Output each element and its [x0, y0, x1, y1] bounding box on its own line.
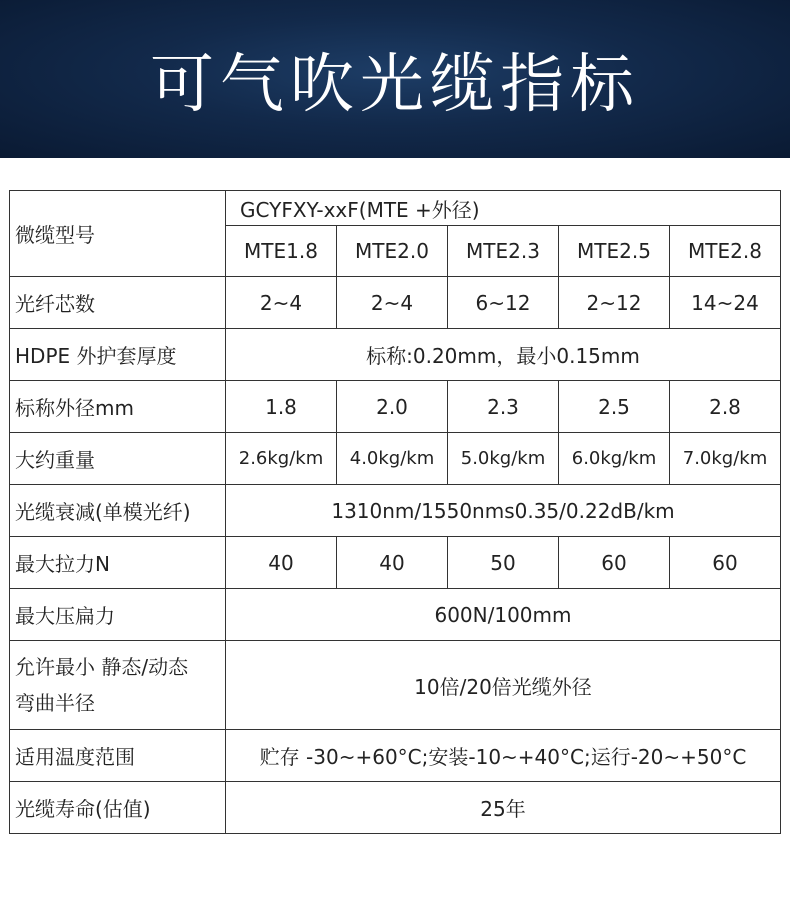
cell-value: 2.0	[337, 381, 448, 433]
cell-value: 标称:0.20mm，最小0.15mm	[226, 329, 781, 381]
cell-value: 14~24	[670, 277, 781, 329]
table-row-attenuation	[10, 485, 781, 537]
table-row-hdpe	[10, 329, 781, 381]
table-row-model-series	[10, 191, 781, 226]
cell-value: 6~12	[448, 277, 559, 329]
cell-label: 标称外径mm	[10, 381, 226, 433]
cell-value: 4.0kg/km	[337, 433, 448, 485]
bend-label-line2: 弯曲半径	[15, 691, 95, 715]
cell-value: 25年	[226, 782, 781, 834]
cell-value: 2~4	[226, 277, 337, 329]
cell-value: 600N/100mm	[226, 589, 781, 641]
cell-value: 50	[448, 537, 559, 589]
cell-label: 最大拉力N	[10, 537, 226, 589]
cell-value: 60	[670, 537, 781, 589]
cell-value: 10倍/20倍光缆外径	[226, 641, 781, 730]
cell-value: 1310nm/1550nms0.35/0.22dB/km	[226, 485, 781, 537]
cell-value: 2.5	[559, 381, 670, 433]
cell-value: 40	[337, 537, 448, 589]
table-row-life	[10, 782, 781, 834]
cell-value: 2.6kg/km	[226, 433, 337, 485]
table-row-tensile	[10, 537, 781, 589]
cell-value: 2~12	[559, 277, 670, 329]
table-row-outer-diameter	[10, 381, 781, 433]
table-row-crush	[10, 589, 781, 641]
cell-value: 贮存 -30~+60°C;安装-10~+40°C;运行-20~+50°C	[226, 730, 781, 782]
cell-label: HDPE 外护套厚度	[10, 329, 226, 381]
cell-label: 最大压扁力	[10, 589, 226, 641]
cell-model: MTE1.8	[226, 226, 337, 277]
cell-value: 1.8	[226, 381, 337, 433]
cell-value: 5.0kg/km	[448, 433, 559, 485]
table-row-weight	[10, 433, 781, 485]
table-row-fiber-count	[10, 277, 781, 329]
table-row-temperature	[10, 730, 781, 782]
cell-label: 大约重量	[10, 433, 226, 485]
cell-label: 光纤芯数	[10, 277, 226, 329]
cell-model: MTE2.8	[670, 226, 781, 277]
title-banner	[0, 0, 790, 158]
cell-model-label: 微缆型号	[10, 191, 226, 277]
bend-label-line1: 允许最小 静态/动态	[15, 655, 189, 679]
cell-value: 2.8	[670, 381, 781, 433]
cell-value: 6.0kg/km	[559, 433, 670, 485]
cell-model: MTE2.3	[448, 226, 559, 277]
cell-value: 40	[226, 537, 337, 589]
spec-table	[9, 190, 781, 834]
cell-model: MTE2.0	[337, 226, 448, 277]
page-title: 可气吹光缆指标	[150, 48, 640, 122]
cell-label: 光缆寿命(估值)	[10, 782, 226, 834]
cell-value: 7.0kg/km	[670, 433, 781, 485]
cell-label: 光缆衰减(单模光纤)	[10, 485, 226, 537]
table-row-bend-radius	[10, 641, 781, 730]
cell-value: 60	[559, 537, 670, 589]
cell-value: 2.3	[448, 381, 559, 433]
cell-label: 适用温度范围	[10, 730, 226, 782]
cell-label	[10, 641, 226, 730]
cell-value: 2~4	[337, 277, 448, 329]
cell-model: MTE2.5	[559, 226, 670, 277]
cell-model-series: GCYFXY-xxF(MTE +外径)	[226, 191, 781, 226]
